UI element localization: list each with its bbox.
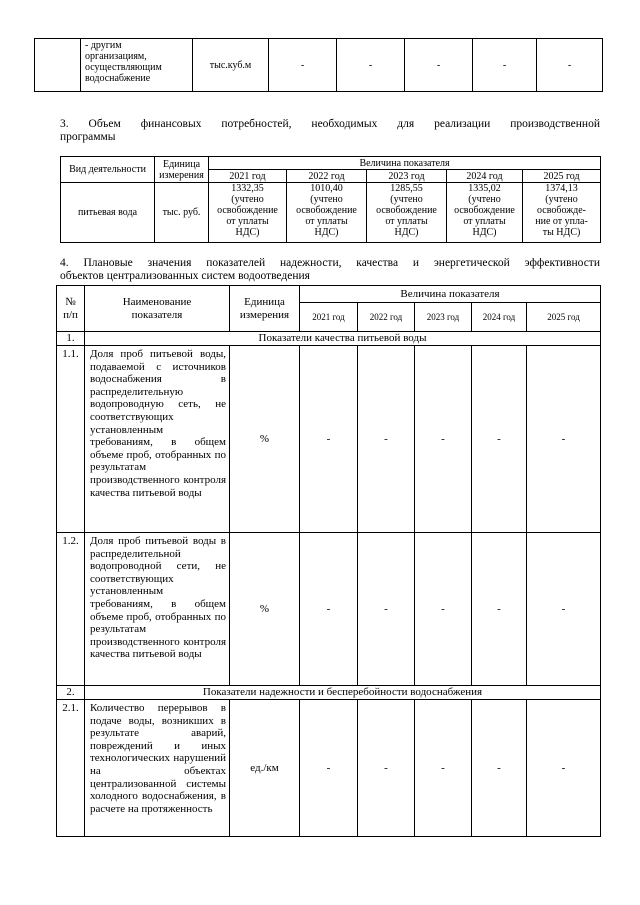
value-cell: 1332,35 (учтено освобождение от уплаты НДС) [209,183,287,243]
heading-line: 3. Объем финансовых потребностей, необходимых для реализации производственной [60,118,600,130]
value-cell: 1335,02 (учтено освобождение от уплаты НДС) [447,183,523,243]
value-cell: - [472,700,527,837]
volume-table-fragment [34,38,603,92]
value-cell: 1010,40 (учтено освобождение от уплаты НДС) [287,183,367,243]
table-row [61,183,601,243]
header-year: 2024 год [472,303,527,332]
heading-line: программы [60,131,116,143]
section-title: Показатели качества питьевой воды [85,332,601,346]
value-cell: - [473,39,537,92]
section4-heading [60,257,600,283]
value-cell: - [415,533,472,686]
unit-cell: % [230,533,300,686]
value-cell: - [337,39,405,92]
value-cell: - [415,346,472,533]
header-year: 2024 год [447,170,523,183]
header-activity: Вид деятельности [61,157,155,183]
header-year: 2023 год [367,170,447,183]
table-row [35,39,603,92]
value-cell: 1374,13 (учтено освобожде- ние от упла- ты НДС) [523,183,601,243]
row-num: 2.1. [57,700,85,837]
header-value: Величина показателя [300,286,601,303]
value-cell: 1285,55 (учтено освобождение от уплаты НДС) [367,183,447,243]
header-year: 2022 год [358,303,415,332]
row-name-cell [81,39,193,92]
value-cell: - [527,533,601,686]
section-title: Показатели надежности и бесперебойности водоснабжения [85,686,601,700]
table-row [57,346,601,533]
section-num: 1. [57,332,85,346]
row-name-line: водоснабжение [85,73,151,84]
header-unit: Единица измерения [230,286,300,332]
value-cell: - [415,700,472,837]
unit-cell: тыс.куб.м [193,39,269,92]
value-cell: - [405,39,473,92]
value-cell: - [537,39,603,92]
table-row [57,533,601,686]
heading-line: 4. Плановые значения показателей надежности, качества и энергетической эффективности [60,257,600,269]
header-year: 2025 год [523,170,601,183]
row-num: 1.1. [57,346,85,533]
heading-line: объектов централизованных систем водоотведения [60,270,310,282]
value-cell: - [527,346,601,533]
header-value: Величина показателя [209,157,601,170]
value-cell: - [300,700,358,837]
header-year: 2023 год [415,303,472,332]
value-cell: - [472,346,527,533]
financial-needs-table [60,156,601,243]
row-number-cell [35,39,81,92]
row-name-line: осуществляющим [85,62,162,73]
header-num: № п/п [57,286,85,332]
header-name: Наименование показателя [85,286,230,332]
value-cell: - [527,700,601,837]
row-num: 1.2. [57,533,85,686]
row-name: Количество перерывов в подаче воды, возникших в результате аварий, повреждений и иных технологических нарушений на объектах централизованной системы холодного водоснабжения, в расчете на протяженность [85,700,230,837]
activity-cell: питьевая вода [61,183,155,243]
row-name: Доля проб питьевой воды в распределительной водопроводной сети, не соответствующих установленным требованиям, в общем объеме проб, отобранных по результатам производственного контроля качества питьевой воды [85,533,230,686]
value-cell: - [358,700,415,837]
value-cell: - [358,533,415,686]
table-header-row [61,157,601,170]
section-row [57,686,601,700]
row-name-line: - другим [85,40,122,51]
unit-cell: ед./км [230,700,300,837]
unit-cell: % [230,346,300,533]
value-cell: - [472,533,527,686]
value-cell: - [300,346,358,533]
header-year: 2025 год [527,303,601,332]
value-cell: - [358,346,415,533]
section-num: 2. [57,686,85,700]
value-cell: - [269,39,337,92]
section-row [57,332,601,346]
row-name: Доля проб питьевой воды, подаваемой с источников водоснабжения в распределительную водопроводную сеть, не соответствующих установленным требованиям, в общем объеме проб, отобранных по результатам производственного контроля качества питьевой воды [85,346,230,533]
header-year: 2022 год [287,170,367,183]
table-header-row [57,286,601,303]
section3-heading [60,118,600,144]
row-name-line: организациям, [85,51,147,62]
indicators-table [56,285,601,837]
header-unit: Единица измерения [155,157,209,183]
header-year: 2021 год [209,170,287,183]
table-row [57,700,601,837]
value-cell: - [300,533,358,686]
unit-cell: тыс. руб. [155,183,209,243]
header-year: 2021 год [300,303,358,332]
